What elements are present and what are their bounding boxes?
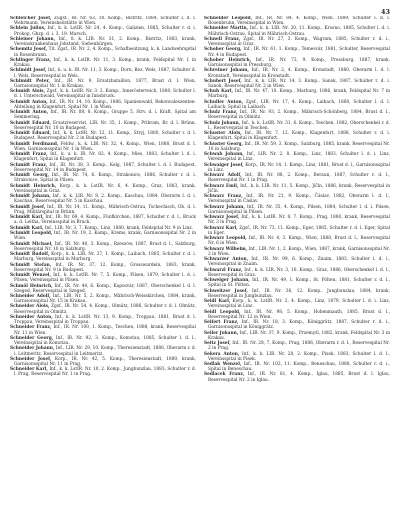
list-entry [10, 58, 196, 68]
entry-name: Schneider Adolf, [10, 293, 51, 299]
entry-name: Schwarz Wilhelm, [204, 246, 248, 252]
list-entry [204, 194, 390, 204]
entry-name: Schlinger Franz, [10, 57, 52, 63]
entry-name: Schwarz Karl, [204, 225, 238, 231]
entry-text: Inf., k. k. LIR. Nr. 20, 11. Komp., Krosno, 1885, Schulter l. d. i. Mährisch-Ostrau, Spital in Mährisch-Ostrau. [208, 26, 390, 37]
entry-name: Seiler Johann, [204, 330, 239, 336]
entry-text: Zgsf., IR. Nr. 73, 11. Komp., Eger, 1885, Schulter r. d. l. Eger, Spital in Eger. [208, 225, 390, 236]
entry-name: Schmidt Eduard, [10, 131, 52, 137]
entry-text: Inf., IR. Nr. 93, 2. Komp., Mährisch-Schönberg, 1884, Brust d. l., Reservespital in Olmütz. [208, 110, 390, 121]
list-entry [10, 304, 196, 314]
list-entry [204, 331, 390, 341]
list-entry [204, 247, 390, 257]
entry-text: Inf., IR. Nr. 98, 5. Komp., Hohenmauth, 1885, Brust d. l., Reservespital Nr. 12 in Wien. [208, 309, 390, 320]
entry-name: Schmidt Josef, [10, 204, 46, 210]
entry-name: Schnell Franz, [204, 36, 241, 42]
list-entry [10, 152, 196, 162]
entry-name: Schlein Julius, [10, 26, 46, 32]
list-entry [204, 37, 390, 47]
entry-name: Schmidt Ferdinand, [10, 141, 59, 147]
entry-name: Schneider Josef, [10, 356, 52, 362]
entry-name: Schmidt Georg, [10, 173, 49, 179]
entry-name: Schneider Leopold, [204, 16, 253, 21]
entry-text: Korp., IR. Nr. 14, 1. Komp., Linz, 1881, Brust d. l., Garnisonsspital in Linz. [208, 162, 390, 173]
entry-text: Inf., LIR. Nr. 3, 7. Komp., Linz, 1880, krank, Feldspital Nr. 9 in Linz. [44, 225, 193, 231]
list-entry [10, 26, 196, 36]
list-entry [10, 242, 196, 252]
entry-name: Schwarz Adolf, [204, 173, 242, 179]
entry-text: Zgsf., k. k. LstIR. Nr. 3, 2. Komp., Innerösterreich, 1880, Schulter l. d. l. Unterschwald, Vereinsspital in Innsbruck. [14, 89, 196, 100]
entry-name: Schmidt Franz, [10, 152, 48, 158]
list-entry [204, 362, 390, 372]
entry-name: Schmidt Michael, [10, 241, 53, 247]
entry-text: Inf., IR. Nr. 61, 1. Komp., Temesvár, 1881, Schulter, Reservespital Nr. 4 in Budapest. [208, 47, 390, 58]
entry-text: Inf., IR. Nr. 14, 11. Komp., Mährisch-Ostrau, Tschechisch, Ob. d. l. Prag, Militärspital in Brünn. [14, 204, 196, 215]
entry-name: Schmidt Wenzel, [10, 273, 51, 279]
list-entry [10, 194, 196, 204]
entry-name: Schwarzl Franz, [204, 267, 243, 273]
entry-name: Schneider Georg, [10, 335, 54, 341]
entry-name: Schmidt Anton, [10, 99, 48, 105]
entry-text: Inf., k. k. LIR. Nr. 3, 10. Komp., Graz, 1886, Oberschenkel l. d. l., Reservespital in Graz. [208, 267, 390, 278]
entry-text: Inf., IR. Nr. 38, 3. Komp., Kelg, 1887, Schulter l. d. l. Budapest, Reservespital Nr. 14 in Budapest. [14, 162, 196, 173]
entry-text: Korp., k. k. LstIR. Nr. 6, 4. Komp., Graz, 1883, krank, Vereinsspital in Graz. [14, 183, 196, 194]
entry-text: Zgsf., LIR. Nr. 17, 4. Komp., Laibach, 1880, Schulter l. d. l. Laibach, Spital in Laibach. [208, 99, 390, 110]
list-entry [10, 231, 196, 241]
entry-text: Tit. Zgsf., IR. Nr. 2, 4. Komp., Schafbesitzung, k. k. Landwehrspital in Rosenbrunn. [14, 47, 196, 58]
list-entry [10, 357, 196, 367]
entry-text: Inf., IR. Nr. 21, 9. Komp., Čáslav, 1882, Oberarm l. d. l., Vereinsspital in Čáslav. [208, 194, 390, 205]
entry-name: Schlmidt Peter, [10, 78, 51, 84]
entry-text: Inf., k. u. k. IR. Nr. 11, 3. Komp., Dorn, Bez. Wels, 1887, Schulter d. l. Wels, Reservespital in Wels. [14, 68, 196, 79]
list-entry [10, 142, 196, 152]
entry-text: Inf., k. k. LIR. Nr. 28, 2. Komp., Pisek, 1883, Schulter l. d. l., Vereinsspital in Pisek. [208, 351, 390, 362]
list-entry [204, 341, 390, 351]
entry-text: Inf., IR. Nr. 84, 4. Komp., Wien, 1889, Schulter l. d. l. Rosenbrunn, Vereinsspital in Wien. [208, 16, 390, 27]
entry-text: Inf., IR. Nr. 59, 3. Komp., Salzburg, 1885, krank, Reservespital Nr. 10 in Salzburg. [208, 141, 390, 152]
entry-text: Inf., IR. Nr. 102, 11. Komp., Beneschau, 1888, Schulter r. d. i., Spital in Beneschau. [208, 361, 390, 373]
entry-name: Schuller Anton, [204, 99, 244, 105]
entry-name: Schmidt Karl, [10, 215, 44, 221]
list-entry [10, 315, 196, 325]
entry-text: Inf., k. k. LstIR. Nr. 12, 11. Komp., Stryj, 1880, Schulter r. d. l. Budapest, Reservespital Nr. 2 in Budapest. [14, 131, 196, 142]
entry-name: Seidl Karl, [204, 299, 231, 305]
entry-name: Schuh Karl, [204, 89, 234, 95]
entry-name: Schmöl Heinrich, [10, 283, 53, 289]
entry-name: Schlmidt Josef, [10, 68, 47, 74]
list-entry [10, 346, 196, 356]
entry-name: Schober Georg, [204, 47, 242, 53]
list-entry [10, 263, 196, 273]
entry-name: Schweitzer Josef, [204, 288, 248, 294]
entry-name: Schmidt Johann, [10, 194, 51, 200]
list-entry [10, 215, 196, 225]
entry-text: Inf., IR. Nr. 88, 8. Komp., Gruppe 5, Strv. d. i. Kraft, Spital am Semmering. [14, 110, 196, 121]
entry-text: Ersatzreservist, LIR. Nr. 35, 1. Komp., Pribram, Br. d. l. Brünn, Reservespital Nr. 10 in Budapest. [14, 120, 196, 131]
entry-text: Inf., IR. Nr. 92, 3. Komp., Komotau, 1885, Schulter l. d. l., Vereinsspital in Komotau. [14, 335, 196, 347]
list-entry [10, 131, 196, 141]
entry-name: Schuster Alois, [204, 131, 242, 137]
text-columns [10, 16, 390, 508]
entry-name: Schwarz Emil, [204, 183, 239, 189]
list-entry [204, 278, 390, 288]
entry-name: Schwaiger Josef, [204, 162, 244, 168]
entry-text: Inf., IR. Nr. 47, 10. Komp., Marburg, 1886, krank, Feldspital Nr. 7 in Marburg. [208, 89, 390, 100]
list-entry [204, 110, 390, 120]
entry-text: Inf., IR. Nr. 19, 2. Komp., Krems, krank, Garnisonsspital Nr. 2 in Wien. [14, 231, 196, 242]
list-entry [10, 37, 196, 47]
entry-text: Inf., k. k. LstIR. Nr. 31, 6. Komp., Teschen, 1882, Oberschenkel r. d. l., Reservespital in Teschen. [208, 120, 390, 131]
list-entry [10, 173, 196, 183]
entry-name: Schweiger Johann, [204, 278, 250, 284]
entry-name: Schleicher Josef, [10, 16, 52, 21]
entry-text: Zgsf., IR. Nr. 27, 3. Komp., Wagram, 1885, Schulter r. d. i., Vereinsspital in Graz. [208, 36, 390, 48]
entry-text: Inf., IR. Nr. 36, 12. Komp., Jungbunzlau, 1884, krank, Reservespital in Jungbunzlau. [208, 288, 390, 299]
list-entry [204, 289, 390, 299]
list-entry [204, 184, 390, 194]
entry-text: Inf., k. k. LstIR. Nr. 13, 9. Komp., Troppau, 1881, Brust d. l. Troppau, Vereinsspital in Troppau. [14, 314, 196, 326]
entry-text: Inf., k. k. LIR. Nr. 11, 5. Komp., Jičín, 1886, krank, Reservespital in Jičín. [208, 183, 390, 194]
list-entry [204, 257, 390, 267]
list-entry [204, 215, 390, 225]
list-entry [10, 325, 196, 335]
entry-text: Inf., IR. Nr. 44, 6. Komp., Kaposvár, 1887, Oberschenkel l. d. l. Szeged, Reservespital in Szeged. [14, 283, 196, 294]
entry-text: Inf., LIR. Nr. 1, 2. Komp., Wien, 1887, krank, Garnisonsspital Nr. 2 in Wien. [208, 246, 390, 257]
entry-name: Schwarz Leopold, [204, 236, 247, 242]
entry-name: Schreiner Johann, [204, 68, 249, 74]
entry-name: Schneider Anton, [10, 314, 53, 320]
list-entry [10, 252, 196, 262]
entry-text: Inf., IR. Nr. 74, 6. Komp., Strakonice, 1886, Schulter r. d. i. Strakonice, Spital in Pilsen. [14, 173, 196, 184]
entry-name: Schleiner Johann, [10, 36, 56, 42]
list-entry [204, 89, 390, 99]
list-entry [204, 226, 390, 236]
list-entry [10, 367, 196, 377]
entry-name: Schneider Franz, [10, 325, 52, 331]
list-entry [10, 100, 196, 110]
entry-name: Schwarz Johann, [204, 204, 245, 210]
entry-text: Inf., IR. Nr. 18, 3. Komp., Königgrätz, 1887, Schulter r. d. i., Garnisonsspital in Königgrätz. [208, 320, 390, 331]
entry-name: Schwab Johann, [204, 152, 244, 158]
list-entry [10, 47, 196, 57]
entry-text: Inf., IR. Nr. 100, 1. Komp., Teschen, 1888, krank, Reservespital Nr. 11 in Wien. [14, 325, 196, 336]
entry-name: Schwarz Franz, [204, 194, 243, 200]
list-entry [10, 284, 196, 294]
list-entry [204, 352, 390, 362]
page-number: 43 [380, 8, 390, 16]
entry-text: Inf., IR. Nr. 69, 4. Komp., Fünfkirchen, 1887, Schulter r. d. l., Bruck a. d. Leitha, Vereinsspital in Bruck. [14, 215, 196, 226]
entry-name: Schmidt Heinrich, [10, 183, 57, 189]
list-entry [10, 79, 196, 89]
list-entry [204, 299, 390, 309]
entry-text: Zugsf., IR. Nr. 63, 10. Komp., Bistritz, 1884, Schulter l. d. l. Wehrmann, Vereinsheilstätte in Wien. [14, 16, 196, 27]
list-entry [204, 26, 390, 36]
entry-name: Schmidt Alois, [10, 89, 46, 95]
list-entry [204, 131, 390, 141]
list-entry [204, 236, 390, 246]
entry-text: Inf., k. k. LIR. Nr. 14, 3. Komp., Sanok, 1887, Schulter r. d. i. Sanok, Reservespital Nr. 2 in Wien. [208, 78, 390, 89]
entry-name: Schneider Johann, [10, 346, 55, 352]
entry-text: Inf., 8. k. LIR. Nr. 31, 2. Komp., Bistritz, 1883, krank, Vereinskrankenhaus Jokstand, Siebenbürgen. [14, 36, 196, 48]
list-entry [204, 205, 390, 215]
entry-text: Inf., LIR. Nr. 2, 8. Komp., Linz, 1883, Schulter l. d. i. Linz, Vereinsspital in Linz. [208, 152, 390, 163]
entry-name: Schneider Karl, [10, 367, 48, 373]
entry-text: Inf., LIR. Nr. 5, 2. Komp., Mährisch-Weisskirchen, 1884, krank, Garnisonsspital Nr. 15 in Krakau. [14, 293, 196, 305]
list-entry [10, 294, 196, 304]
entry-text: Inf., IR. Nr. 2, 4. Komp., Kronstadt, 1880, Oberarm l. d. l. Kronstadt, Vereinsspital in Kronstadt. [208, 68, 390, 79]
entry-text: Inf., IR. Nr. 49, 1. Komp., St. Pölten, 1881, Schulter r. d. l., Spital in St. Pölten. [208, 278, 390, 289]
entry-text: Inf., IR. Nr. 14, 10. Komp., 1886, Spanienwald, Rekonvaleszenten-Abteilung in Klagenfurt, Spital Nr. 1 in Wien. [14, 99, 196, 110]
entry-name: Sedlacek Franz, [204, 372, 245, 378]
list-entry [10, 184, 196, 194]
entry-text: Inf., IR. Nr. 81, 4. Komp., Iglau, 1885, Brust d. l. Iglau, Reservespital Nr. 2 in Iglau. [208, 372, 390, 383]
entry-text: Inf., IR. Nr. 28, 7. Komp., Prag, 1886, Oberarm r. d. l., Reservespital Nr. 2 in Prag. [208, 341, 390, 352]
entry-name: Seifert Franz, [204, 320, 239, 326]
entry-name: Seitz Josef, [204, 341, 231, 347]
right-column [204, 16, 390, 508]
entry-text: Korp., IR. Nr. 42, 5. Komp., Theresienstadt, 1880, krank, Garnisonsspital Nr. 11 in Prag. [14, 356, 196, 367]
entry-name: Schwarzer Anton, [204, 257, 249, 263]
list-entry [204, 100, 390, 110]
entry-text: Inf., k. k. LstIR. Nr. 24, 4. Komp., Galizien, 1885, Schulter r. d. i. Prokop, Ghzp. d. i. 3. 19. Marsch. [14, 26, 196, 37]
left-column [10, 16, 196, 508]
entry-text: Inf., IR. Nr. 88, 2. Komp., Beraun, 1887, Schulter r. d. l., Reservespital Nr. 1 in Prag. [208, 173, 390, 184]
list-entry [204, 68, 390, 78]
list-entry [204, 372, 390, 382]
entry-text: Inf., k. k. LstIR. Nr. 11, 3. Komp., krank, Feldspital Nr. 1 in Krakau. [14, 57, 196, 69]
entry-name: Seidl Leopold, [204, 309, 241, 315]
list-entry [10, 68, 196, 78]
list-entry [204, 152, 390, 162]
entry-name: Schmidt Stefan, [10, 262, 52, 268]
entry-name: Schulz Johann, [204, 120, 241, 126]
entry-text: Inf., IR. Nr. 72, 9. Komp., Pressburg, 1887, krank, Garnisonsspital in Pressburg. [208, 57, 390, 69]
entry-text: Korp., k. k. LIR. Nr. 27, 1. Komp., Laibach, 1885, Schulter r. d. i. Marburg, Vereinsspital in Marburg. [14, 252, 196, 263]
list-entry [10, 226, 196, 231]
entry-name: Schulz Franz, [204, 110, 238, 116]
list-entry [204, 47, 390, 57]
entry-text: Inf., IR. Nr. 40, 3. Komp., Rzeszów, 1887, Brust d. l., Salzburg, Reservespital Nr. 10 in Salzburg. [14, 241, 196, 252]
list-entry [204, 173, 390, 183]
list-entry [10, 273, 196, 283]
entry-text: Inf., IR. Nr. 37, 12. Komp., Grosswardein, 1883, krank, Reservespital Nr. 9 in Budapest. [14, 262, 196, 273]
entry-name: Schwarz Josef, [204, 215, 240, 221]
entry-name: Schubert Josef, [204, 78, 242, 84]
entry-text: Inf., k. k. LIR. Nr. 8, 2. Komp., Kaschau, 1884, Oberarm l. d. i. Kaschau, Reservespital Nr. 5 in Kaschau. [14, 194, 196, 205]
entry-name: Schmidt Franz, [10, 162, 48, 168]
list-entry [204, 268, 390, 278]
entry-name: Schober Heinrich, [204, 57, 252, 63]
entry-name: Schuster Georg, [204, 141, 243, 147]
entry-text: Inf., IR. Nr. 9, Ersatzbataillon, 1877, Brust d. l. Wien, Garnisonsspital Nr. 1 in Krakau. [14, 78, 196, 89]
entry-text: Inf., IR. Nr. 7, 12. Komp., Klagenfurt, 1888, Schulter r. d. i. Klagenfurt, Spital in Klagenfurt. [208, 131, 390, 142]
list-entry [204, 310, 390, 320]
list-entry [10, 121, 196, 131]
list-entry [10, 16, 196, 26]
entry-text: Inf., IR. Nr. 4, 3. Komp., Wien, 1888, Brust d. l., Reservespital Nr. 6 in Wien. [208, 236, 390, 247]
entry-text: Inf., k. k. LstIR. Nr. 8, 7. Komp., Prag, 1880, krank, Reservespital Nr. 3 in Prag. [208, 215, 390, 226]
list-entry [10, 110, 196, 120]
entry-name: Schneider Martin, [204, 26, 249, 32]
entry-name: Schmidt Rudolf, [10, 252, 50, 258]
entry-text: Inf., LIR. Nr. 37, 9. Komp., Przemyśl, 1882, krank, Feldspital Nr. 3 in Krakau. [208, 330, 390, 341]
list-entry [204, 79, 390, 89]
list-entry [204, 16, 390, 26]
entry-text: Inf., IR. Nr. 99, 6. Komp., Znaim, 1883, Schulter l. d. i., Vereinsspital in Znaim. [208, 257, 390, 268]
list-entry [10, 89, 196, 99]
entry-text: Inf., k. k. LstIR. Nr. 10, 2. Komp., Jungbunzlau, 1883, Schulter r. d. l. Prag, Reservespital Nr. 1 in Prag. [14, 367, 196, 378]
entry-name: Sekera Anton, [204, 351, 240, 357]
entry-text: Zgsf., IR. Nr. 54, 4. Komp., Olmütz, 1886, Schulter r. d. l. Olmütz, Reservespital in Olmütz. [14, 304, 196, 315]
entry-name: Schmidt Eduard, [10, 120, 52, 126]
list-entry [204, 121, 390, 131]
list-entry [204, 58, 390, 68]
entry-name: Schneider Alois, [10, 304, 50, 310]
list-entry [10, 163, 196, 173]
list-entry [10, 336, 196, 346]
list-entry [10, 205, 196, 215]
list-entry [204, 320, 390, 330]
entry-name: Sedlak Wenzel, [204, 361, 242, 367]
entry-name: Schmidt Leopold, [10, 231, 53, 237]
entry-text: Inf., IR. Nr. 35, 4. Komp., Pilsen, 1884, Schulter l. d. i. Pilsen, Garnisonsspital in Pilsen. [208, 204, 390, 215]
entry-name: Schmidt Anton, [10, 110, 49, 116]
entry-text: Korp., k. k. LstIR. Nr. 2, 4. Komp., Linz, 1879, Schulter l. d. i. Linz, Vereinsspital in Linz. [208, 299, 390, 310]
list-entry [204, 163, 390, 173]
entry-name: Schemitz Josef, [10, 47, 48, 53]
entry-text: Inf., LIR. Nr. 29, 10. Komp., Theresienstadt, 1886, Oberarm r. d. i. Leitmeritz, Reservespital in Leitmeritz. [14, 346, 196, 357]
entry-name: Schmidt Karl, [10, 225, 44, 231]
entry-text: Inf., k. u. k. IR. Nr. 82, 4. Komp., Mies, 1883, Schulter l. d. i. Klagenfurt, Spital in Klagenfurt. [14, 152, 196, 163]
entry-text: Feldw., k. k. LIR. Nr. 32, 4. Komp., Wien, 1888, Brust d. l. Wien, Garnisonsspital Nr. 1 in Wien. [14, 141, 196, 152]
entry-text: Inf., k. k. LstIR. Nr. 7, 5. Komp., Pilsen, 1879, Schulter l. d. i. Pilsen, Vereinsspital in Pilsen. [14, 273, 196, 284]
list-entry [204, 142, 390, 152]
